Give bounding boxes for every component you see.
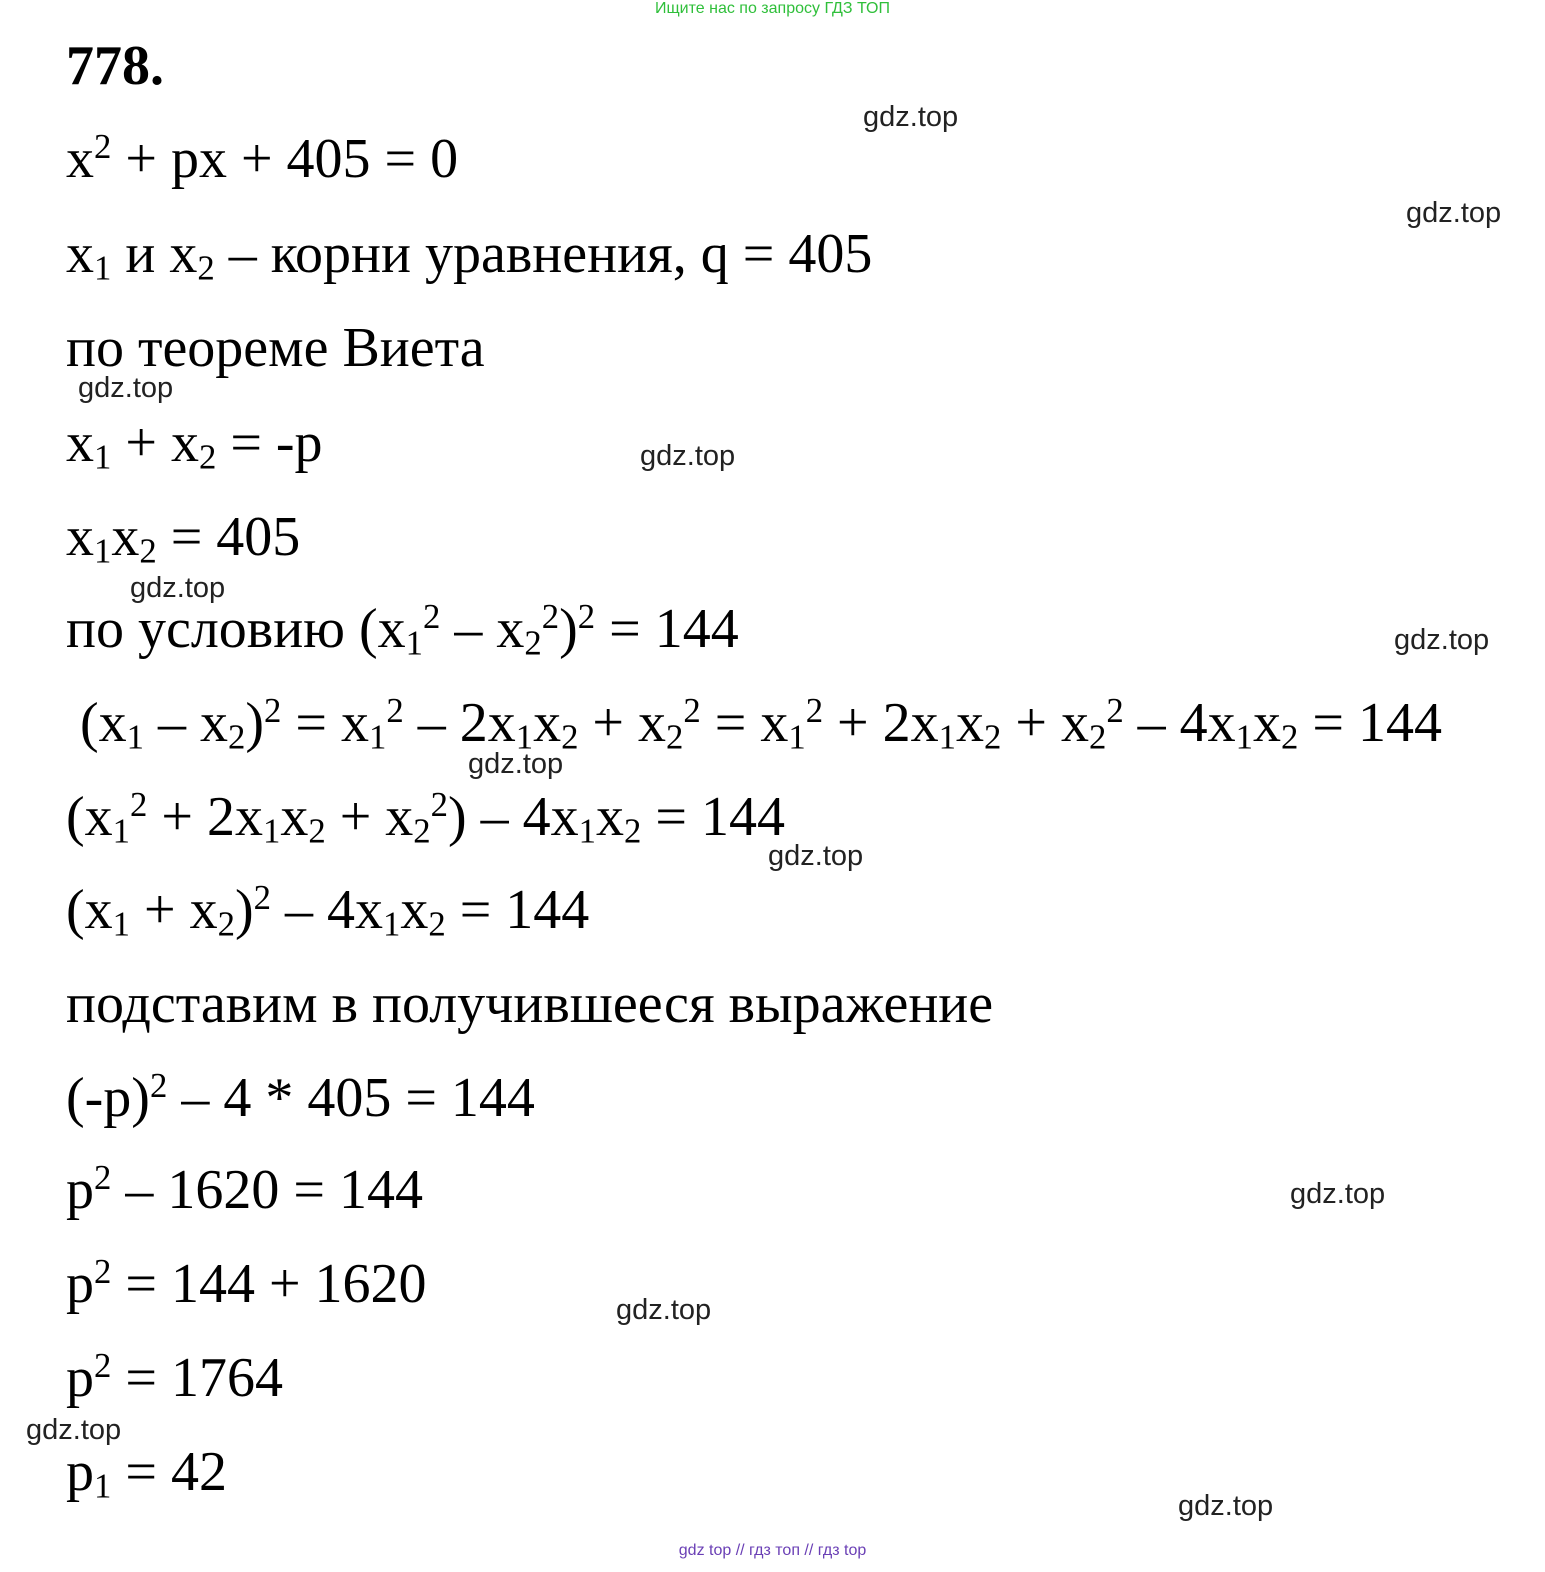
watermark: gdz.top (1178, 1490, 1274, 1522)
watermark: gdz.top (468, 748, 564, 780)
substitution-line: $(-p)^2 - 4 * 405 = 144$ (66, 1065, 535, 1129)
vieta-product-line: $x_1x_2 = 405$ (66, 506, 301, 571)
p-squared-line-1: $p^2 - 1620 = 144$ (66, 1157, 423, 1221)
substitute-heading: подставим в получившееся выражение (66, 973, 994, 1035)
watermark: gdz.top (26, 1414, 122, 1446)
watermark: gdz.top (78, 372, 174, 404)
vieta-sum-line: $x_1 + x_2 = -p$ (66, 412, 323, 477)
watermark: gdz.top (1394, 624, 1490, 656)
grouped-line: $(x_1^2 + 2x_1x_2 + x_2^2) - 4x_1x_2 = 144$ (66, 784, 785, 851)
watermark: gdz.top (640, 440, 736, 472)
roots-line: $x_1$ и $x_2$ – корни уравнения, q = 405 (66, 223, 873, 288)
watermark: gdz.top (768, 840, 864, 872)
watermark: gdz.top (1290, 1178, 1386, 1210)
square-sum-line: $(x_1 + x_2)^2 - 4x_1x_2 = 144$ (66, 877, 590, 944)
condition-line: по условию $(x_1^2 - x_2^2)^2 = 144$ (66, 596, 739, 663)
watermark: gdz.top (863, 101, 959, 133)
footer-links[interactable]: gdz top // гдз топ // гдз top (678, 1542, 867, 1559)
top-banner-link[interactable]: Ищите нас по запросу ГДЗ ТОП (655, 0, 890, 17)
problem-number: 778. (66, 35, 164, 97)
watermark: gdz.top (616, 1294, 712, 1326)
equation-line-1: $x^2$ + px + 405 = 0 (66, 126, 459, 190)
p1-line: $p_1 = 42$ (66, 1441, 227, 1506)
p-squared-line-2: $p^2 = 144 + 1620$ (66, 1251, 427, 1315)
watermark: gdz.top (1406, 197, 1502, 229)
watermark: gdz.top (130, 572, 226, 604)
expansion-line: $(x_1 - x_2)^2 = x_1^2 - 2x_1x_2 + x_2^2 = x_1^2 + 2x_1x_2 + x_2^2 - 4x_1x_2 = 144$ (80, 690, 1442, 757)
vieta-heading: по теореме Виета (66, 317, 485, 379)
p-squared-line-3: $p^2 = 1764$ (66, 1345, 283, 1409)
